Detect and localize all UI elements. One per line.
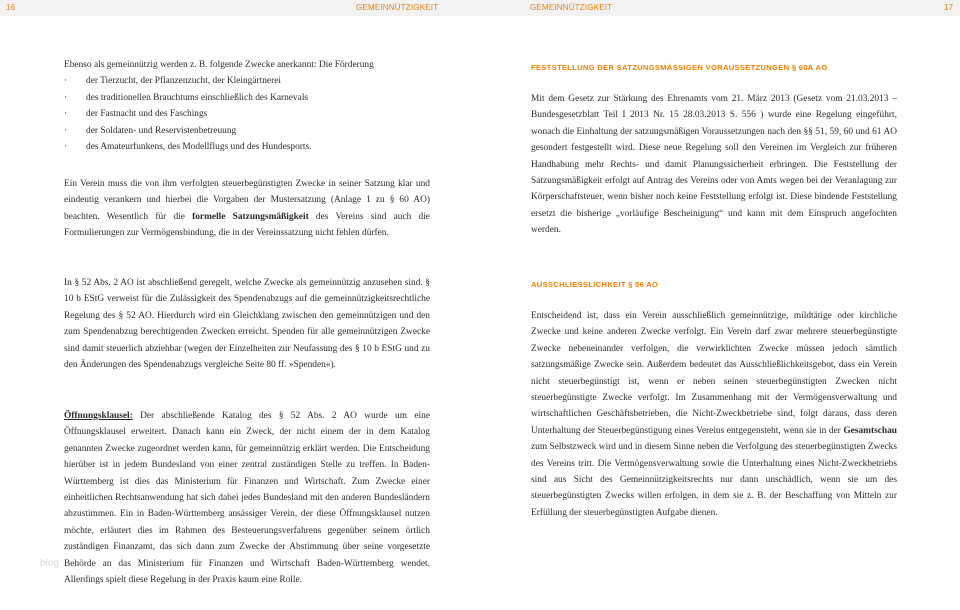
page-number-left: 16	[6, 3, 16, 12]
emphasis-text: formelle Satzungsmäßigkeit	[192, 211, 309, 222]
purpose-list	[64, 73, 430, 155]
list-item: · der Tierzucht, der Pflanzenzucht, der Kleingärtnerei	[64, 73, 430, 89]
left-intro-block	[64, 57, 430, 155]
intro-text: Ebenso als gemeinnützig werden z. B. folgende Zwecke anerkannt: Die Förderung	[64, 60, 374, 70]
section-60a	[531, 62, 897, 239]
section-52-paragraph	[64, 275, 430, 373]
list-item: · der Fastnacht und des Faschings	[64, 106, 430, 122]
opening-clause-paragraph	[64, 408, 430, 588]
section-56	[531, 279, 897, 521]
section-heading: FESTSTELLUNG DER SATZUNGSMÄSSIGEN VORAUSSETZUNGEN § 60A AO	[531, 63, 828, 72]
section-label-left: GEMEINNÜTZIGKEIT	[356, 3, 439, 12]
list-item: · der Soldaten- und Reservistenbetreuung	[64, 123, 430, 139]
paragraph-text: Der abschließende Katalog des § 52 Abs. 2 AO wurde um eine Öffnungsklausel erweitert. Danach kann ein Zweck, der nicht einem der in dem Katalog genannten Zwecke zugeordnet werden kann, für gemeinnützig erklärt werden. Die Entscheidung hierüber ist in jedem Bundesland von einer zentral zuständigen Stelle zu treffen. In Baden-Württemberg ist dies das Ministerium für Finanzen und Wirtschaft. Zum Zwecke einer einheitlichen Rechtsanwendung hat sich dabei jedes Bundesland mit den anderen Bundesländern abzustimmen. Ein in Baden-Württemberg ansässiger Verein, der diese Öffnungsklausel nutzen möchte, erläutert dies im Rahmen des Besteuerungsverfahrens gegenüber seinem örtlich zuständigen Finanzamt, das sich dann zum Zwecke der Abstimmung über seine vorgesetzte Behörde an das Ministerium für Finanzen und Wirtschaft Baden-Württemberg wendet. Allerdings spielt diese Regelung in der Praxis kaum eine Rolle.	[64, 411, 430, 586]
paragraph-text: In § 52 Abs. 2 AO ist abschließend geregelt, welche Zwecke als gemeinnützig anzusehen sind. § 10 b EStG verweist für die Zulässigkeit des Spendenabzugs auf die gemeinnützigkeitsrechtliche Regelung des § 52 AO. Hierdurch wird ein Gleichklang zwischen den gemeinnützigen und den zum Spendenabzug berechtigenden Zwecken erreicht. Spenden für alle gemeinnützigen Zwecke sind damit steuerlich abziehbar (wegen der Einzelheiten zur Neufassung des § 10 b EStG und zu den Änderungen des Spendenabzugs vergleiche Seite 80 ff. »Spenden«).	[64, 278, 430, 371]
watermark: blog	[40, 558, 59, 569]
statute-paragraph	[64, 176, 430, 242]
page-header	[0, 0, 960, 16]
emphasis-text: Gesamtschau	[843, 425, 897, 436]
page-number-right: 17	[944, 3, 954, 12]
paragraph-text: Mit dem Gesetz zur Stärkung des Ehrenamts vom 21. März 2013 (Gesetz vom 21.03.2013 – Bundesgesetzblatt Teil I 2013 Nr. 15 28.03.2013 S. 556 ) wurde eine Regelung eingeführt, wonach die Einhaltung der satzungsmäßigen Voraussetzungen nach den §§ 51, 59, 60 und 61 AO gesondert festgestellt wird. Diese neue Regelung soll den Vereinen im Vergleich zur früheren Handhabung mehr Rechts- und damit Planungssicherheit erbringen. Die Feststellung der Satzungsmäßigkeit erfolgt auf Antrag des Vereins oder von Amts wegen bei der Veranlagung zur Körperschaftsteuer, wenn bisher noch keine Feststellung erfolgt ist. Diese bindende Feststellung ersetzt die bisherige „vorläufige Bescheinigung“ und kann mit dem Einspruch angefochten werden.	[531, 94, 897, 236]
paragraph-text: zum Selbstzweck wird und in diesem Sinne neben die Verfolgung des steuerbegünstigten Zwecks des Vereins tritt. Die Vermögensverwaltung sowie die Unterhaltung eines Nicht-Zweckbetriebs sind aus Sicht des Gemeinnützigkeitsrechts nur dann unschädlich, wenn sie um des steuerbegünstigten Zwecks willen erfolgen, in dem sie z. B. der Beschaffung von Mitteln zur Erfüllung der steuerbegünstigten Aufgabe dienen.	[531, 442, 897, 518]
paragraph-text: Ein Verein muss die von ihm verfolgten steuerbegünstigten Zwecke in seiner Satzung klar und eindeutig verankern und hierbei die Vorgaben der Mustersatzung (Anlage 1 zu § 60 AO) beachten. Wesentlich für die	[64, 179, 430, 222]
paragraph-text: des Vereins sind auch die Formulierungen zur Vermögensbindung, die in der Vereinssatzung nicht fehlen dürfen.	[64, 211, 430, 239]
opening-clause-label: Öffnungsklausel:	[64, 411, 133, 421]
list-item: · des traditionellen Brauchtums einschließlich des Karnevals	[64, 90, 430, 106]
list-item: · des Amateurfunkens, des Modellflugs und des Hundesports.	[64, 139, 430, 155]
paragraph-text: Entscheidend ist, dass ein Verein ausschließlich gemeinnützige, mildtätige oder kirchliche Zwecke und keine anderen Zwecke verfolgt. Ein Verein darf zwar mehrere steuerbegünstigte Zwecke nebeneinander verfolgen, die verwirklichten Zwecke müssen jedoch sämtlich satzungsmäßige Zwecke sein. Außerdem bedeutet das Ausschließlichkeitsgebot, dass ein Verein nicht steuerbegünstigt ist, wenn er neben seinen steuerbegünstigten Zwecken nicht steuerbegünstigte Zwecke verfolgt. Im Zusammenhang mit der Vermögensverwaltung und wirtschaftlichen Geschäftsbetrieben, die Nicht-Zweckbetriebe sind, folgt daraus, dass deren Unterhaltung der Steuerbegünstigung eines Vereins entgegensteht, wenn sie in der	[531, 311, 897, 436]
section-heading: AUSSCHLIESSLICHKEIT § 56 AO	[531, 280, 659, 289]
section-label-right: GEMEINNÜTZIGKEIT	[530, 3, 613, 12]
